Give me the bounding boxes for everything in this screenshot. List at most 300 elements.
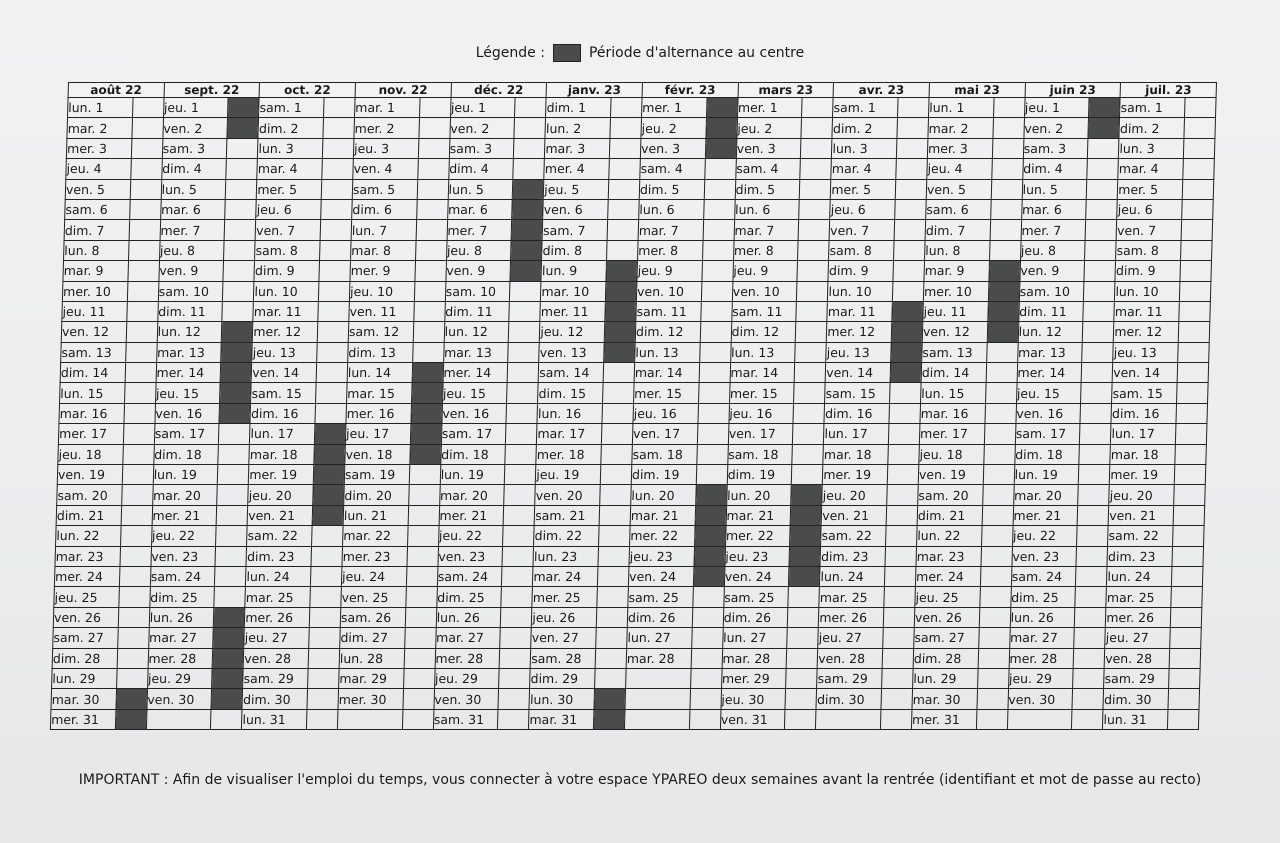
day-cell: mar. 13 <box>443 342 508 362</box>
marker-cell <box>979 607 1011 627</box>
centre-period-marker <box>593 709 625 729</box>
marker-cell <box>1087 179 1119 199</box>
day-cell: ven. 14 <box>1112 363 1177 383</box>
marker-cell <box>407 526 439 546</box>
marker-cell <box>1175 444 1207 464</box>
marker-cell <box>412 342 444 362</box>
marker-cell <box>982 485 1014 505</box>
marker-cell <box>689 709 721 729</box>
day-cell: sam. 15 <box>1112 383 1177 403</box>
marker-cell <box>690 668 722 688</box>
day-cell: mar. 16 <box>920 403 985 423</box>
centre-period-marker <box>512 199 544 219</box>
centre-period-marker <box>694 526 726 546</box>
day-cell: ven. 19 <box>57 465 122 485</box>
day-cell: dim. 9 <box>828 261 893 281</box>
marker-cell <box>1183 159 1215 179</box>
day-row <box>50 709 1199 729</box>
day-cell: jeu. 17 <box>345 424 410 444</box>
day-cell: sam. 6 <box>65 199 130 219</box>
centre-period-marker <box>511 220 543 240</box>
day-cell: mer. 14 <box>443 363 508 383</box>
day-cell: dim. 22 <box>534 526 599 546</box>
day-cell: jeu. 1 <box>1024 98 1089 118</box>
day-cell: ven. 9 <box>1020 261 1085 281</box>
centre-period-marker <box>212 648 244 668</box>
marker-cell <box>983 465 1015 485</box>
day-cell: ven. 3 <box>736 138 801 158</box>
marker-cell <box>793 403 825 423</box>
centre-period-marker <box>513 179 545 199</box>
marker-cell <box>886 526 918 546</box>
marker-cell <box>323 98 355 118</box>
marker-cell <box>419 118 451 138</box>
centre-period-marker <box>222 322 254 342</box>
marker-cell <box>884 587 916 607</box>
month-header: sept. 22 <box>164 83 260 98</box>
day-cell: jeu. 22 <box>1012 526 1077 546</box>
day-cell: mar. 23 <box>916 546 981 566</box>
day-cell: dim. 13 <box>348 342 413 362</box>
day-cell: jeu. 20 <box>1109 485 1174 505</box>
day-cell: dim. 14 <box>921 363 986 383</box>
day-cell: dim. 16 <box>250 403 315 423</box>
day-cell: mar. 27 <box>148 628 213 648</box>
day-cell: lun. 10 <box>828 281 893 301</box>
day-cell: sam. 13 <box>61 342 126 362</box>
marker-cell <box>1173 505 1205 525</box>
centre-period-marker <box>987 301 1019 321</box>
day-cell: mer. 14 <box>1017 363 1082 383</box>
marker-cell <box>993 118 1025 138</box>
day-cell: ven. 30 <box>147 689 212 709</box>
day-cell: sam. 22 <box>821 526 886 546</box>
day-cell: sam. 24 <box>150 566 215 586</box>
day-cell: mar. 13 <box>1017 342 1082 362</box>
centre-period-marker <box>228 98 260 118</box>
day-cell: mar. 9 <box>63 261 128 281</box>
marker-cell <box>595 648 627 668</box>
day-cell: sam. 27 <box>914 628 979 648</box>
centre-period-marker <box>891 322 923 342</box>
marker-cell <box>596 607 628 627</box>
centre-period-marker <box>115 709 147 729</box>
day-row <box>59 403 1208 423</box>
day-cell: dim. 11 <box>1018 301 1083 321</box>
day-cell: lun. 13 <box>730 342 795 362</box>
day-cell: sam. 3 <box>449 138 514 158</box>
day-cell: lun. 6 <box>734 199 799 219</box>
marker-cell <box>318 281 350 301</box>
marker-cell <box>514 138 546 158</box>
day-cell: mar. 21 <box>726 505 791 525</box>
marker-cell <box>1074 628 1106 648</box>
marker-cell <box>321 179 353 199</box>
day-cell: sam. 17 <box>1015 424 1080 444</box>
day-cell: mer. 28 <box>435 648 500 668</box>
marker-cell <box>124 383 156 403</box>
day-cell: mer. 8 <box>637 240 702 260</box>
centre-period-marker <box>892 301 924 321</box>
day-cell: lun. 22 <box>56 526 121 546</box>
marker-cell <box>312 526 344 546</box>
marker-cell <box>985 403 1017 423</box>
marker-cell <box>887 465 919 485</box>
marker-cell <box>1174 485 1206 505</box>
marker-cell <box>977 689 1009 709</box>
marker-cell <box>600 485 632 505</box>
day-cell: lun. 5 <box>1022 179 1087 199</box>
day-cell: mar. 9 <box>924 261 989 281</box>
day-cell: mar. 13 <box>156 342 221 362</box>
day-cell: lun. 24 <box>246 566 311 586</box>
day-cell: ven. 16 <box>155 403 220 423</box>
day-cell: ven. 7 <box>829 220 894 240</box>
marker-cell <box>417 159 449 179</box>
day-cell: ven. 12 <box>922 322 987 342</box>
day-cell: mar. 15 <box>347 383 412 403</box>
day-cell: ven. 23 <box>1012 546 1077 566</box>
marker-cell <box>507 383 539 403</box>
centre-period-marker <box>790 505 822 525</box>
day-cell: ven. 28 <box>1104 648 1169 668</box>
marker-cell <box>1083 301 1115 321</box>
day-cell: sam. 25 <box>723 587 788 607</box>
day-cell: jeu. 15 <box>1016 383 1081 403</box>
day-cell: ven. 14 <box>251 363 316 383</box>
marker-cell <box>225 199 257 219</box>
legend <box>0 44 1280 62</box>
day-cell: sam. 10 <box>158 281 223 301</box>
marker-cell <box>310 566 342 586</box>
day-cell: sam. 14 <box>538 363 603 383</box>
marker-cell <box>1176 383 1208 403</box>
centre-period-marker <box>411 383 443 403</box>
day-cell: jeu. 6 <box>1117 199 1182 219</box>
day-cell: lun. 24 <box>820 566 885 586</box>
marker-cell <box>219 424 251 444</box>
day-row <box>52 668 1201 688</box>
marker-cell <box>798 240 830 260</box>
marker-cell <box>1174 465 1206 485</box>
marker-cell <box>1177 363 1209 383</box>
marker-cell <box>405 587 437 607</box>
day-row <box>54 566 1203 586</box>
day-cell: lun. 13 <box>635 342 700 362</box>
day-cell: mer. 11 <box>540 301 605 321</box>
day-cell: sam. 11 <box>636 301 701 321</box>
day-cell: jeu. 1 <box>450 98 515 118</box>
day-cell: ven. 23 <box>438 546 503 566</box>
day-cell: mer. 5 <box>257 179 322 199</box>
day-cell: mar. 2 <box>67 118 132 138</box>
marker-cell <box>117 648 149 668</box>
month-header: août 22 <box>68 83 164 98</box>
marker-cell <box>118 587 150 607</box>
marker-cell <box>309 628 341 648</box>
day-row <box>67 98 1216 118</box>
marker-cell <box>692 607 724 627</box>
day-cell: ven. 10 <box>732 281 797 301</box>
marker-cell <box>787 628 819 648</box>
marker-cell <box>1087 159 1119 179</box>
marker-cell <box>984 424 1016 444</box>
day-cell: mar. 17 <box>537 424 602 444</box>
marker-cell <box>993 98 1025 118</box>
centre-period-marker <box>412 363 444 383</box>
marker-cell <box>884 566 916 586</box>
marker-cell <box>215 566 247 586</box>
marker-cell <box>211 709 243 729</box>
month-header: mai 23 <box>929 83 1025 98</box>
day-row <box>53 607 1202 627</box>
day-cell: mer. 28 <box>1009 648 1074 668</box>
marker-cell <box>501 607 533 627</box>
day-cell: ven. 14 <box>825 363 890 383</box>
centre-period-marker <box>695 485 727 505</box>
marker-cell <box>416 220 448 240</box>
marker-cell <box>801 138 833 158</box>
marker-cell <box>224 240 256 260</box>
day-cell: jeu. 27 <box>1105 628 1170 648</box>
day-cell: jeu. 18 <box>919 444 984 464</box>
centre-period-marker <box>510 261 542 281</box>
marker-cell <box>498 689 530 709</box>
day-cell: sam. 19 <box>344 465 409 485</box>
day-cell: mer. 14 <box>156 363 221 383</box>
marker-cell <box>1080 424 1112 444</box>
day-cell: jeu. 23 <box>629 546 694 566</box>
day-row <box>61 342 1210 362</box>
day-cell: lun. 29 <box>52 668 117 688</box>
marker-cell <box>983 444 1015 464</box>
day-cell: sam. 15 <box>251 383 316 403</box>
marker-cell <box>306 709 338 729</box>
marker-cell <box>981 546 1013 566</box>
day-cell: mer. 23 <box>342 546 407 566</box>
month-header: juin 23 <box>1025 83 1121 98</box>
day-cell: jeu. 4 <box>927 159 992 179</box>
marker-cell <box>1180 240 1212 260</box>
marker-cell <box>888 444 920 464</box>
day-cell: dim. 20 <box>344 485 409 505</box>
day-cell: lun. 2 <box>545 118 610 138</box>
day-cell: mer. 4 <box>544 159 609 179</box>
day-cell: ven. 17 <box>728 424 793 444</box>
marker-cell <box>319 261 351 281</box>
day-cell: lun. 22 <box>917 526 982 546</box>
day-cell: dim. 5 <box>735 179 800 199</box>
month-header: janv. 23 <box>546 83 642 98</box>
marker-cell <box>798 220 830 240</box>
marker-cell <box>699 363 731 383</box>
day-cell: mar. 4 <box>1118 159 1183 179</box>
marker-cell <box>1176 403 1208 423</box>
marker-cell <box>310 587 342 607</box>
marker-cell <box>892 281 924 301</box>
day-cell: mar. 27 <box>1009 628 1074 648</box>
marker-cell <box>1075 587 1107 607</box>
day-cell: lun. 8 <box>924 240 989 260</box>
day-cell: sam. 6 <box>926 199 991 219</box>
marker-cell <box>499 648 531 668</box>
day-cell: jeu. 12 <box>540 322 605 342</box>
day-cell: jeu. 2 <box>641 118 706 138</box>
marker-cell <box>130 179 162 199</box>
day-cell: mer. 21 <box>152 505 217 525</box>
day-row <box>64 220 1213 240</box>
day-cell: dim. 18 <box>1014 444 1079 464</box>
day-cell: mer. 9 <box>350 261 415 281</box>
marker-cell <box>316 383 348 403</box>
day-cell: dim. 23 <box>820 546 885 566</box>
marker-cell <box>321 199 353 219</box>
day-cell: dim. 15 <box>538 383 603 403</box>
day-cell: dim. 19 <box>631 465 696 485</box>
day-cell: mer. 3 <box>66 138 131 158</box>
day-cell: jeu. 16 <box>729 403 794 423</box>
marker-cell <box>990 199 1022 219</box>
day-cell: dim. 4 <box>1022 159 1087 179</box>
day-cell: lun. 12 <box>444 322 509 342</box>
day-cell: dim. 11 <box>157 301 222 321</box>
marker-cell <box>1172 546 1204 566</box>
marker-cell <box>218 444 250 464</box>
marker-cell <box>1081 363 1113 383</box>
day-cell: mer. 7 <box>160 220 225 240</box>
day-cell: jeu. 1 <box>163 98 228 118</box>
marker-cell <box>311 546 343 566</box>
marker-cell <box>691 628 723 648</box>
calendar-body <box>50 98 1216 730</box>
day-cell: mar. 11 <box>253 301 318 321</box>
day-cell: jeu. 29 <box>434 668 499 688</box>
day-cell: dim. 5 <box>639 179 704 199</box>
marker-cell <box>320 220 352 240</box>
centre-period-marker <box>789 546 821 566</box>
centre-period-marker <box>220 383 252 403</box>
day-cell: mer. 30 <box>338 689 403 709</box>
marker-cell <box>309 607 341 627</box>
marker-cell <box>1073 648 1105 668</box>
day-cell: sam. 20 <box>57 485 122 505</box>
day-cell: lun. 30 <box>529 689 594 709</box>
marker-cell <box>700 322 732 342</box>
marker-cell <box>1169 648 1201 668</box>
day-cell: jeu. 30 <box>721 689 786 709</box>
day-cell: dim. 16 <box>824 403 889 423</box>
marker-cell <box>893 240 925 260</box>
day-cell: sam. 3 <box>1023 138 1088 158</box>
marker-cell <box>976 709 1008 729</box>
day-cell: mer. 5 <box>1118 179 1183 199</box>
marker-cell <box>1167 709 1199 729</box>
day-cell: mer. 26 <box>819 607 884 627</box>
marker-cell <box>889 403 921 423</box>
day-cell: sam. 22 <box>1108 526 1173 546</box>
marker-cell <box>607 220 639 240</box>
marker-cell <box>128 261 160 281</box>
day-cell: mar. 30 <box>51 689 116 709</box>
marker-cell <box>121 485 153 505</box>
day-cell: ven. 16 <box>1016 403 1081 423</box>
day-cell: dim. 23 <box>246 546 311 566</box>
day-cell: jeu. 23 <box>725 546 790 566</box>
legend-label: Légende : <box>475 45 545 61</box>
day-cell: dim. 4 <box>161 159 226 179</box>
day-cell: ven. 19 <box>918 465 983 485</box>
marker-cell <box>881 689 913 709</box>
marker-cell <box>226 179 258 199</box>
marker-cell <box>887 485 919 505</box>
centre-period-marker <box>511 240 543 260</box>
day-cell: sam. 3 <box>162 138 227 158</box>
marker-cell <box>132 118 164 138</box>
day-cell: sam. 4 <box>640 159 705 179</box>
centre-period-marker <box>987 322 1019 342</box>
marker-cell <box>222 301 254 321</box>
day-row <box>60 363 1209 383</box>
marker-cell <box>609 138 641 158</box>
day-row <box>67 118 1216 138</box>
marker-cell <box>794 383 826 403</box>
important-note: IMPORTANT : Afin de visualiser l'emploi du temps, vous connecter à votre espace YPAREO deux semaines avant la rentrée (identifiant et mot de passe au recto) <box>78 772 1202 788</box>
day-cell: dim. 25 <box>436 587 501 607</box>
day-cell: dim. 30 <box>1103 689 1168 709</box>
day-row <box>60 383 1209 403</box>
marker-cell <box>597 587 629 607</box>
marker-cell <box>508 342 540 362</box>
day-cell: dim. 12 <box>731 322 796 342</box>
day-cell: ven. 21 <box>1108 505 1173 525</box>
day-cell: dim. 21 <box>917 505 982 525</box>
marker-cell <box>1079 465 1111 485</box>
marker-cell <box>608 179 640 199</box>
marker-cell <box>416 199 448 219</box>
marker-cell <box>893 261 925 281</box>
centre-period-marker <box>694 546 726 566</box>
day-cell: dim. 30 <box>242 689 307 709</box>
day-cell: mer. 16 <box>346 403 411 423</box>
day-cell: mar. 8 <box>350 240 415 260</box>
marker-cell <box>882 648 914 668</box>
marker-cell <box>991 159 1023 179</box>
day-cell: mer. 15 <box>634 383 699 403</box>
marker-cell <box>986 363 1018 383</box>
day-cell: mar. 4 <box>831 159 896 179</box>
day-cell: mer. 15 <box>729 383 794 403</box>
marker-cell <box>692 587 724 607</box>
marker-cell <box>515 98 547 118</box>
day-cell: ven. 16 <box>442 403 507 423</box>
day-cell: lun. 9 <box>541 261 606 281</box>
day-cell: mer. 21 <box>439 505 504 525</box>
day-cell: ven. 9 <box>159 261 224 281</box>
day-cell: dim. 2 <box>832 118 897 138</box>
day-cell: sam. 24 <box>437 566 502 586</box>
day-cell: dim. 19 <box>727 465 792 485</box>
centre-period-marker <box>789 566 821 586</box>
day-cell: dim. 1 <box>546 98 611 118</box>
centre-period-marker <box>989 261 1021 281</box>
marker-cell <box>896 138 928 158</box>
marker-cell <box>794 363 826 383</box>
day-cell: dim. 28 <box>52 648 117 668</box>
marker-cell <box>1088 138 1120 158</box>
marker-cell <box>417 179 449 199</box>
centre-period-marker <box>227 118 259 138</box>
day-cell: lun. 26 <box>149 607 214 627</box>
